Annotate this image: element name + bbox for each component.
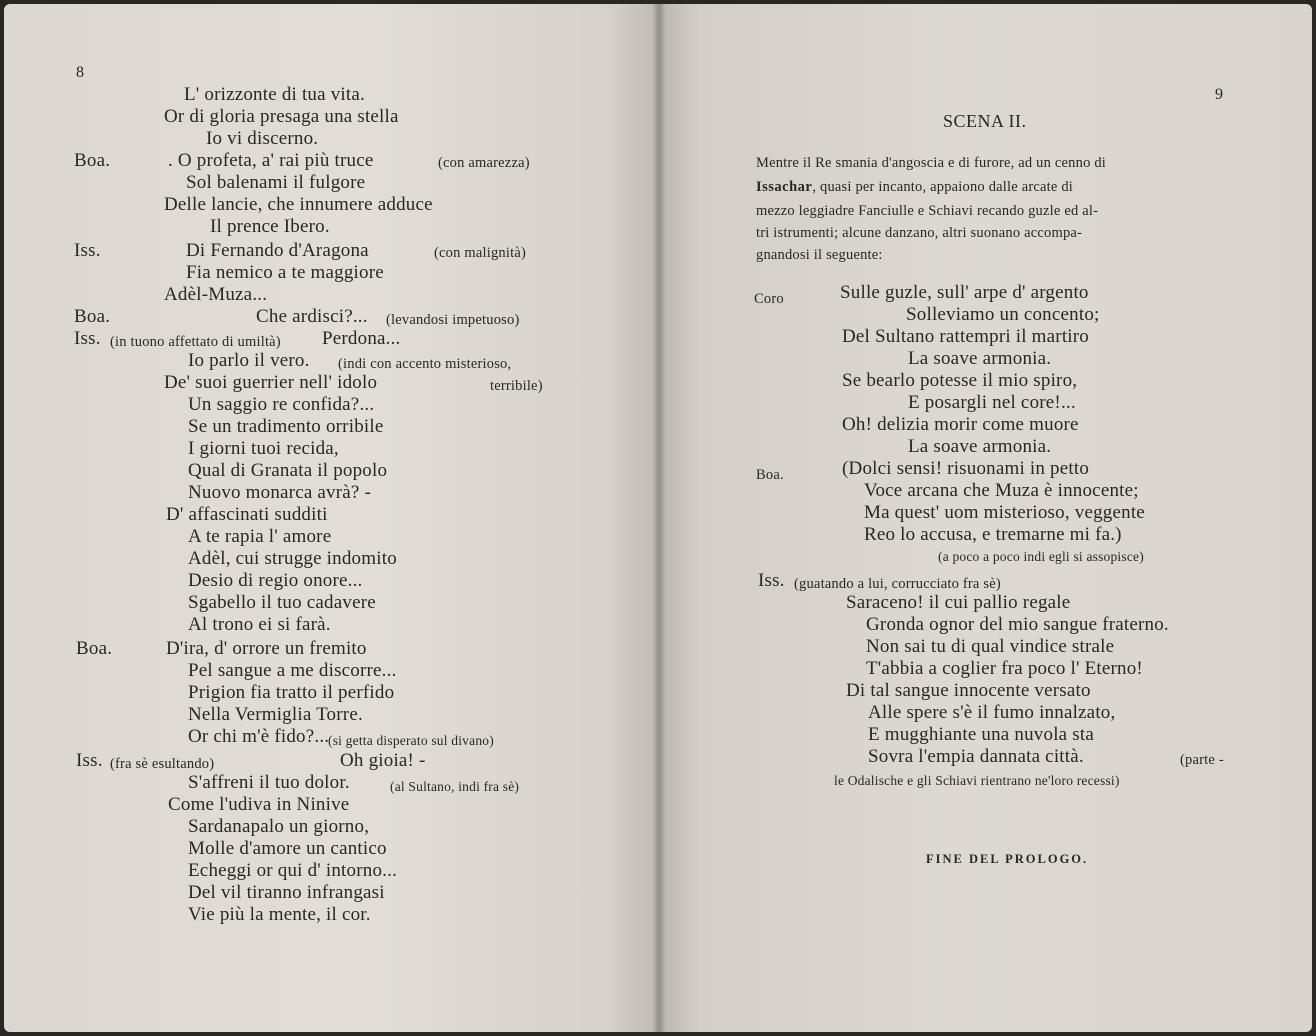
verse-line: E mugghiante una nuvola sta — [868, 724, 1094, 745]
speaker-label: Iss. — [74, 328, 101, 349]
stage-direction: (indi con accento misterioso, — [338, 356, 512, 372]
verse-line: Adèl-Muza... — [164, 284, 268, 305]
verse-line: Del vil tiranno infrangasi — [188, 882, 385, 903]
verse-line: Gronda ognor del mio sangue fraterno. — [866, 614, 1169, 635]
speaker-label: Coro — [754, 291, 784, 307]
verse-line: Sulle guzle, sull' arpe d' argento — [840, 282, 1089, 303]
verse-line: Adèl, cui strugge indomito — [188, 548, 397, 569]
speaker-label: Iss. — [74, 240, 101, 261]
verse-line: Un saggio re confida?... — [188, 394, 375, 415]
stage-direction: gnandosi il seguente: — [756, 247, 883, 263]
verse-line: Se un tradimento orribile — [188, 416, 384, 437]
verse-line: Molle d'amore un cantico — [188, 838, 387, 859]
verse-line: Oh! delizia morir come muore — [842, 414, 1079, 435]
verse-line: Di Fernando d'Aragona — [186, 240, 369, 261]
verse-line: E posargli nel core!... — [908, 392, 1076, 413]
verse-line: Pel sangue a me discorre... — [188, 660, 397, 681]
verse-line: A te rapia l' amore — [188, 526, 332, 547]
speaker-label: Iss. — [758, 570, 785, 591]
stage-direction — [756, 176, 1073, 198]
verse-line: Or di gloria presaga una stella — [164, 106, 399, 127]
speaker-label: Boa. — [756, 467, 784, 483]
verse-line: T'abbia a coglier fra poco l' Eterno! — [866, 658, 1143, 679]
stage-direction: le Odalische e gli Schiavi rientrano ne'loro recessi) — [834, 773, 1120, 788]
verse-line: I giorni tuoi recida, — [188, 438, 339, 459]
stage-direction: (con amarezza) — [438, 155, 530, 171]
verse-line: Oh gioia! - — [340, 750, 426, 771]
verse-line: Vie più la mente, il cor. — [188, 904, 371, 925]
verse-line: Sgabello il tuo cadavere — [188, 592, 376, 613]
verse-line: (Dolci sensi! risuonami in petto — [842, 458, 1090, 479]
verse-line: Desio di regio onore... — [188, 570, 363, 591]
speaker-label: Iss. — [76, 750, 103, 771]
stage-direction: (parte - — [1180, 752, 1224, 768]
verse-line: Solleviamo un concento; — [906, 304, 1100, 325]
verse-line: Io parlo il vero. — [188, 350, 310, 371]
stage-direction: (con malignità) — [434, 245, 526, 261]
verse-line: Prigion fia tratto il perfido — [188, 682, 395, 703]
stage-direction: (fra sè esultando) — [110, 756, 215, 772]
verse-line: Ma quest' uom misterioso, veggente — [864, 502, 1145, 523]
stage-direction: (a poco a poco indi egli si assopisce) — [938, 549, 1144, 564]
verse-line: Come l'udiva in Ninive — [168, 794, 350, 815]
book-gutter — [652, 4, 666, 1032]
verse-line: Fia nemico a te maggiore — [186, 262, 384, 283]
verse-line: Saraceno! il cui pallio regale — [846, 592, 1071, 613]
verse-line: S'affreni il tuo dolor. — [188, 772, 350, 793]
right-page — [660, 4, 1312, 1032]
verse-line: De' suoi guerrier nell' idolo — [164, 372, 378, 393]
verse-line: Perdona... — [322, 328, 401, 349]
speaker-label: Boa. — [74, 150, 111, 171]
verse-line: Alle spere s'è il fumo innalzato, — [868, 702, 1116, 723]
page-number: 8 — [76, 64, 85, 81]
page-number: 9 — [1215, 86, 1224, 103]
verse-line: . O profeta, a' rai più truce — [168, 150, 374, 171]
verse-line: Or chi m'è fido?... — [188, 726, 330, 747]
stage-direction: (si getta disperato sul divano) — [328, 733, 494, 748]
verse-line: Al trono ei si farà. — [188, 614, 331, 635]
verse-line: Nuovo monarca avrà? - — [188, 482, 372, 503]
verse-line: Sol balenami il fulgore — [186, 172, 366, 193]
verse-line: La soave armonia. — [908, 348, 1052, 369]
verse-line: Che ardisci?... — [256, 306, 368, 327]
scene-heading: SCENA II. — [943, 111, 1027, 131]
verse-line: Sardanapalo un giorno, — [188, 816, 370, 837]
stage-direction: (al Sultano, indi fra sè) — [390, 779, 520, 794]
verse-line: Sovra l'empia dannata città. — [868, 746, 1084, 767]
verse-line: Io vi discerno. — [206, 128, 319, 149]
stage-direction: Mentre il Re smania d'angoscia e di furore, ad un cenno di — [756, 155, 1107, 171]
stage-direction: (in tuono affettato di umiltà) — [110, 334, 281, 350]
verse-line: Il prence Ibero. — [210, 216, 330, 237]
verse-line: Reo lo accusa, e tremarne mi fa.) — [864, 524, 1122, 545]
stage-direction: mezzo leggiadre Fanciulle e Schiavi recando guzle ed al- — [756, 203, 1099, 219]
left-page — [4, 4, 660, 1032]
verse-line: Echeggi or qui d' intorno... — [188, 860, 398, 881]
stage-direction: (guatando a lui, corrucciato fra sè) — [794, 576, 1001, 592]
stage-direction: terribile) — [490, 378, 543, 394]
verse-line: L' orizzonte di tua vita. — [184, 84, 365, 105]
verse-line: Delle lancie, che innumere adduce — [164, 194, 433, 215]
verse-line: Non sai tu di qual vindice strale — [866, 636, 1115, 657]
character-name: Issachar — [756, 179, 813, 195]
verse-line: Di tal sangue innocente versato — [846, 680, 1091, 701]
verse-line: Nella Vermiglia Torre. — [188, 704, 363, 725]
verse-line: La soave armonia. — [908, 436, 1052, 457]
speaker-label: Boa. — [74, 306, 111, 327]
verse-line: D' affascinati sudditi — [166, 504, 328, 525]
speaker-label: Boa. — [76, 638, 113, 659]
verse-line: D'ira, d' orrore un fremito — [166, 638, 367, 659]
verse-line: Qual di Granata il popolo — [188, 460, 388, 481]
stage-direction: (levandosi impetuoso) — [386, 312, 520, 328]
stage-direction-text: , quasi per incanto, appaiono dalle arcate di — [812, 179, 1074, 195]
verse-line: Del Sultano rattempri il martiro — [842, 326, 1090, 347]
end-of-prologue: FINE DEL PROLOGO. — [926, 852, 1089, 866]
verse-line: Voce arcana che Muza è innocente; — [864, 480, 1139, 501]
verse-line: Se bearlo potesse il mio spiro, — [842, 370, 1078, 391]
stage-direction: tri istrumenti; alcune danzano, altri suonano accompa- — [756, 225, 1083, 241]
